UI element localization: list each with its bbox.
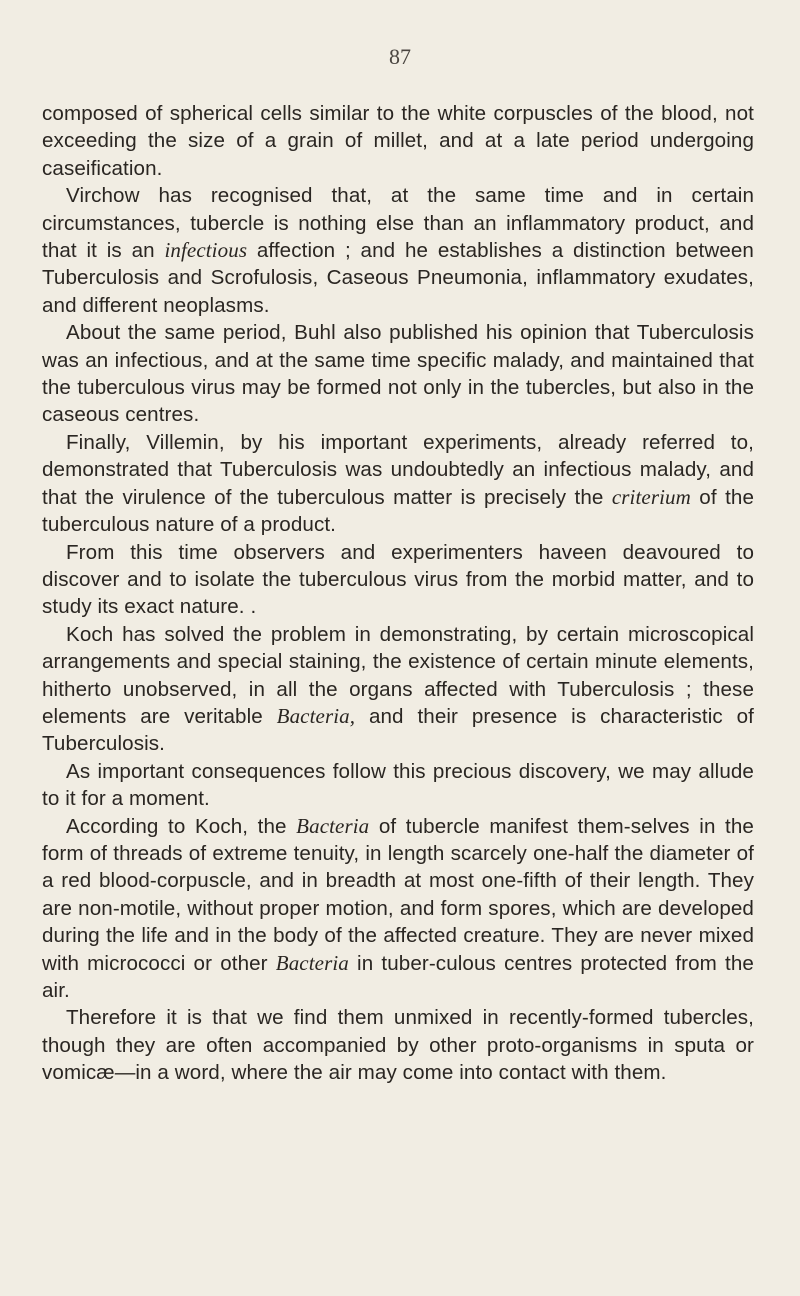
- italic-text: criterium: [611, 484, 691, 509]
- italic-text: infectious: [164, 238, 248, 263]
- text-run: in tuber-culous centres protected from the air.: [42, 951, 754, 1002]
- paragraph: [42, 429, 754, 539]
- page-number: 87: [389, 44, 411, 69]
- text-run: Koch has solved the problem in demonstrating, by certain microscopical arrangements and special staining, the existence of certain minute elements, hitherto unobserved, in all the organs affected with Tuberculosis ; these elements are veritable: [42, 622, 754, 728]
- text-run: As important consequences follow this precious discovery, we may allude to it for a moment.: [42, 759, 754, 811]
- text-run: Therefore it is that we find them unmixed in recently-formed tubercles, though they are often accompanied by other proto-organisms in sputa or vomicæ—in a word, where the air may come into contact with them.: [42, 1006, 754, 1085]
- text-run: Finally, Villemin, by his important experiments, already referred to, demonstrated that Tuberculosis was undoubtedly an infectious malady, and that the virulence of the tuberculous matter is precisely the: [42, 430, 754, 509]
- text-run: of tubercle manifest them-selves in the form of threads of extreme tenuity, in length scarcely one-half the diameter of a red blood-corpuscle, and in breadth at most one-fifth of their length. They are non-motile, without proper motion, and form spores, which are developed during the life and in the body of the affected creature. They are never mixed with micrococci or other: [42, 814, 754, 975]
- text-run: From this time observers and experimenters haveen deavoured to discover and to isolate the tuberculous virus from the morbid matter, and to study its exact nature. .: [42, 540, 754, 619]
- paragraph: [42, 182, 754, 319]
- text-run: Virchow has recognised that, at the same time and in certain circumstances, tubercle is nothing else than an inflammatory product, and that it is an: [42, 184, 754, 263]
- italic-text: Bacteria: [275, 950, 349, 975]
- paragraph: [42, 621, 754, 758]
- text-run: affection ; and he establishes a distinction between Tuberculosis and Scrofulosis, Caseous Pneumonia, inflammatory exudates, and different neoplasms.: [42, 239, 754, 317]
- italic-text: Bacteria,: [276, 703, 356, 728]
- paragraph: [42, 100, 754, 182]
- italic-text: Bacteria: [296, 813, 370, 838]
- text-run: and their presence is characteristic of Tuberculosis.: [42, 704, 754, 756]
- body-text: [42, 100, 754, 1087]
- paragraph: [42, 813, 754, 1005]
- text-run: composed of spherical cells similar to the white corpuscles of the blood, not exceeding the size of a grain of millet, and at a late period undergoing caseification.: [42, 102, 754, 180]
- paragraph: [42, 1004, 754, 1086]
- text-run: About the same period, Buhl also published his opinion that Tuberculosis was an infectious, and at the same time specific malady, and maintained that the tuberculous virus may be formed not only in the tubercles, but also in the caseous centres.: [42, 321, 754, 427]
- paragraph: [42, 319, 754, 429]
- paragraph: [42, 758, 754, 813]
- text-run: of the tuberculous nature of a product.: [42, 485, 754, 537]
- text-run: According to Koch, the: [66, 814, 297, 838]
- paragraph: [42, 539, 754, 621]
